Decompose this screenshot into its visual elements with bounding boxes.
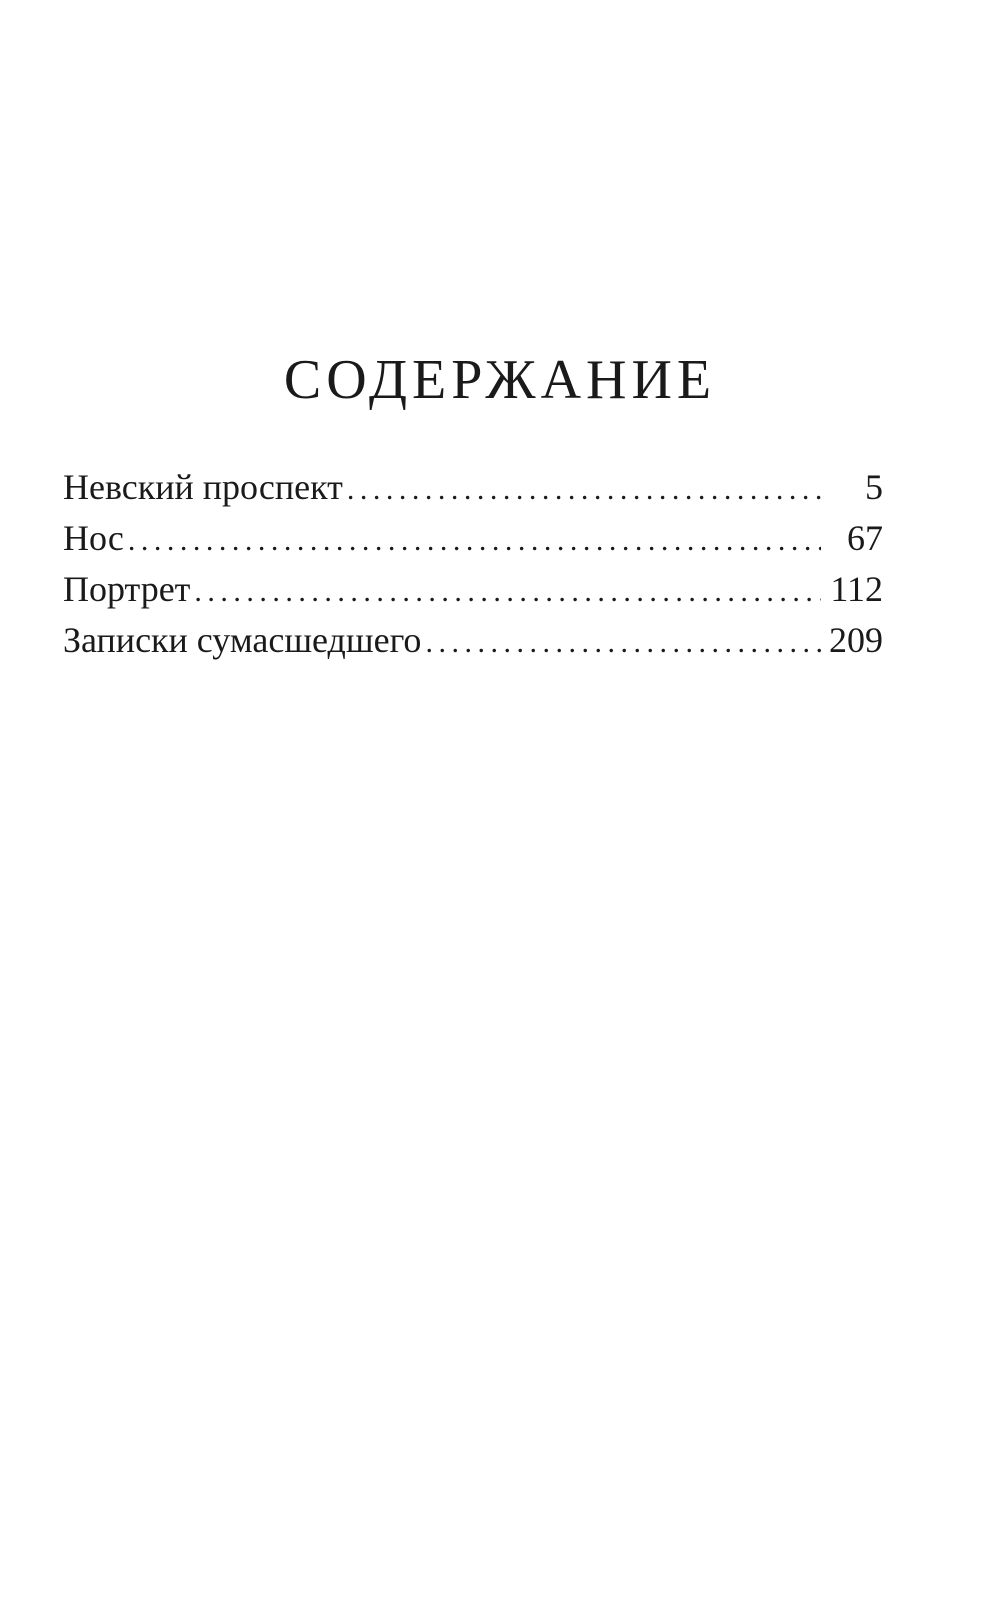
table-of-contents <box>63 462 883 666</box>
toc-entry-page-number: 67 <box>847 518 883 558</box>
toc-entry-title: Портрет <box>63 569 191 609</box>
toc-entry-title: Записки сумасшедшего <box>63 620 422 660</box>
toc-entry-title: Невский проспект <box>63 467 343 507</box>
dot-leader <box>128 515 821 566</box>
toc-entry-page-number: 112 <box>830 569 883 609</box>
toc-entry-page-number: 5 <box>865 467 883 507</box>
toc-entry <box>63 462 883 513</box>
toc-entry <box>63 564 883 615</box>
dot-leader <box>194 566 821 617</box>
toc-entry-title: Нос <box>63 518 124 558</box>
toc-entry <box>63 513 883 564</box>
toc-entry <box>63 615 883 666</box>
dot-leader <box>425 617 821 668</box>
toc-entry-page-number: 209 <box>829 620 883 660</box>
page-title: СОДЕРЖАНИЕ <box>283 349 717 411</box>
dot-leader <box>347 464 821 515</box>
